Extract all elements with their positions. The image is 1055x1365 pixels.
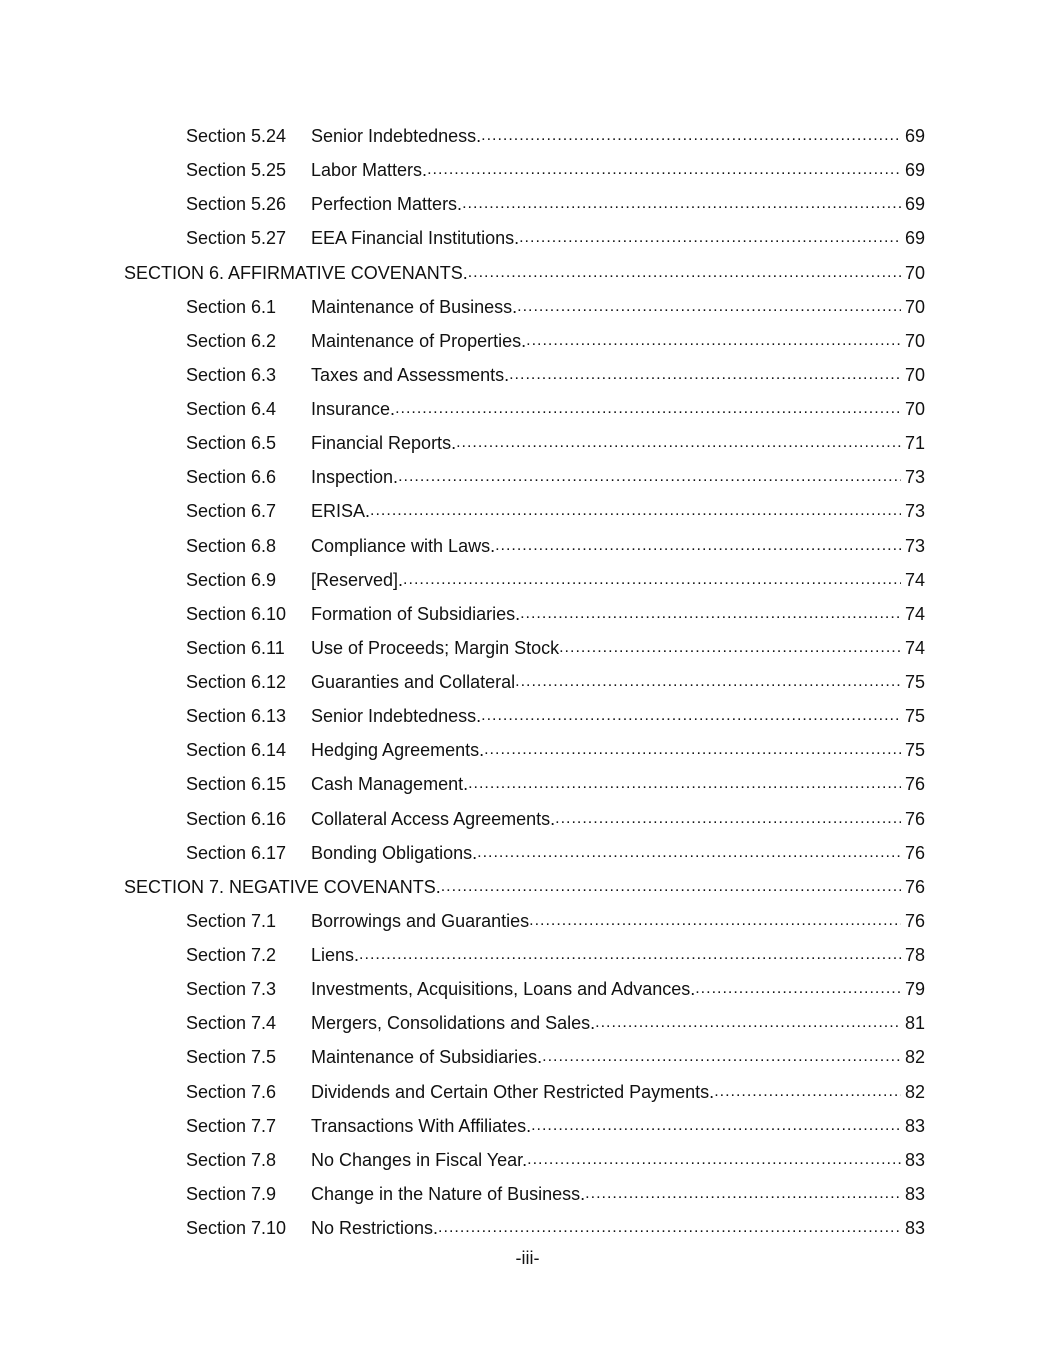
leader-dots <box>359 944 901 966</box>
toc-entry[interactable] <box>0 705 1055 727</box>
leader-dots <box>527 1149 901 1171</box>
page-ref: 82 <box>904 1081 925 1102</box>
toc-entry[interactable] <box>0 739 1055 761</box>
section-title: Taxes and Assessments. <box>311 364 510 385</box>
section-number: Section 6.5 <box>186 433 277 454</box>
page-ref: 83 <box>904 1183 925 1204</box>
section-number: Section 5.26 <box>186 194 287 215</box>
page-ref: 83 <box>904 1115 925 1136</box>
section-title: Labor Matters. <box>311 160 428 181</box>
toc-entry[interactable] <box>0 159 1055 181</box>
section-title: No Changes in Fiscal Year. <box>311 1149 528 1170</box>
page-ref: 78 <box>904 945 925 965</box>
leader-dots <box>559 637 901 659</box>
toc-entry[interactable] <box>0 910 1055 932</box>
toc-entry[interactable] <box>0 1115 1055 1137</box>
leader-dots <box>509 364 901 386</box>
section-title: Financial Reports. <box>311 433 457 454</box>
toc-entry[interactable] <box>0 1183 1055 1205</box>
section-number: Section 7.1 <box>186 910 277 931</box>
leader-dots <box>468 773 901 795</box>
section-number: Section 7.4 <box>186 1013 277 1034</box>
page-ref: 71 <box>904 433 925 454</box>
section-number: Section 6.11 <box>186 637 285 658</box>
toc-entry[interactable] <box>0 978 1055 1000</box>
section-number: Section 6.17 <box>186 842 287 863</box>
toc-entry[interactable] <box>0 398 1055 420</box>
section-number: Section 6.16 <box>186 808 287 829</box>
toc-entry[interactable] <box>0 500 1055 522</box>
page-ref: 76 <box>904 910 925 931</box>
section-title: Maintenance of Properties. <box>311 330 527 351</box>
section-number: Section 6.1 <box>186 296 277 317</box>
section-number: Section 7.6 <box>186 1081 277 1102</box>
leader-dots <box>427 159 901 181</box>
section-number: Section 6.9 <box>186 569 277 590</box>
leader-dots <box>484 739 901 761</box>
section-number: Section 6.15 <box>186 774 287 795</box>
section-title: Guaranties and Collateral <box>311 672 516 692</box>
section-title: Investments, Acquisitions, Loans and Advances. <box>311 979 696 1000</box>
leader-dots <box>585 1183 901 1205</box>
section-number: Section 7.5 <box>186 1047 277 1068</box>
section-number: Section 6.8 <box>186 535 277 556</box>
section-title: SECTION 7. NEGATIVE COVENANTS. <box>124 876 441 897</box>
page-number: -iii- <box>515 1248 540 1268</box>
toc-entry[interactable] <box>0 944 1055 966</box>
section-number: Section 6.7 <box>186 501 277 522</box>
leader-dots <box>477 842 901 864</box>
section-number: Section 6.13 <box>186 706 287 727</box>
section-title: Maintenance of Subsidiaries. <box>311 1047 543 1068</box>
toc-entry[interactable] <box>0 466 1055 488</box>
page-ref: 75 <box>904 706 925 727</box>
page-ref: 76 <box>904 876 925 897</box>
toc-entry[interactable] <box>0 637 1055 659</box>
leader-dots <box>456 432 901 454</box>
leader-dots <box>526 330 901 352</box>
section-number: Section 7.9 <box>186 1183 277 1204</box>
section-title: No Restrictions. <box>311 1218 439 1238</box>
leader-dots <box>595 1012 901 1034</box>
section-number: Section 5.24 <box>186 126 287 146</box>
page-ref: 75 <box>904 672 925 692</box>
leader-dots <box>555 808 901 830</box>
section-title: Dividends and Certain Other Restricted Payments. <box>311 1081 715 1102</box>
section-title: Liens. <box>311 945 360 965</box>
section-title: Senior Indebtedness. <box>311 126 482 146</box>
page-ref: 76 <box>904 842 925 863</box>
section-number: Section 7.7 <box>186 1115 277 1136</box>
section-title: Insurance. <box>311 399 396 419</box>
page-ref: 70 <box>904 399 925 419</box>
page-ref: 69 <box>904 160 925 181</box>
toc-entry[interactable] <box>0 842 1055 864</box>
toc-article-heading[interactable] <box>0 876 1055 898</box>
toc-entry[interactable] <box>0 227 1055 249</box>
page-ref: 70 <box>904 364 925 385</box>
page-ref: 81 <box>904 1013 925 1034</box>
toc-entry[interactable] <box>0 364 1055 386</box>
page-ref: 74 <box>904 603 925 624</box>
leader-dots <box>481 125 901 147</box>
leader-dots <box>438 1217 901 1239</box>
section-number: Section 5.27 <box>186 228 287 249</box>
leader-dots <box>515 671 901 693</box>
section-title: Use of Proceeds; Margin Stock <box>311 637 560 658</box>
leader-dots <box>468 262 901 284</box>
page-ref: 74 <box>904 569 925 590</box>
section-title: Inspection. <box>311 467 399 488</box>
page-ref: 76 <box>904 774 925 795</box>
toc-article-heading[interactable] <box>0 262 1055 284</box>
page-ref: 73 <box>904 535 925 556</box>
page-ref: 73 <box>904 467 925 488</box>
toc-entry[interactable] <box>0 125 1055 147</box>
leader-dots <box>531 1115 901 1137</box>
section-title: Cash Management. <box>311 774 469 795</box>
leader-dots <box>462 193 901 215</box>
section-title: [Reserved]. <box>311 569 404 590</box>
page-ref: 69 <box>904 228 925 249</box>
section-title: ERISA. <box>311 501 371 522</box>
section-number: Section 7.10 <box>186 1218 287 1238</box>
section-number: Section 6.14 <box>186 740 287 761</box>
section-title: Compliance with Laws. <box>311 535 496 556</box>
section-title: Change in the Nature of Business. <box>311 1183 586 1204</box>
leader-dots <box>529 910 901 932</box>
leader-dots <box>395 398 901 420</box>
leader-dots <box>542 1046 901 1068</box>
section-number: Section 6.12 <box>186 672 287 692</box>
section-title: Perfection Matters. <box>311 194 463 215</box>
section-title: Borrowings and Guaranties <box>311 910 530 931</box>
section-title: Bonding Obligations. <box>311 842 478 863</box>
page-ref: 73 <box>904 501 925 522</box>
page-ref: 70 <box>904 330 925 351</box>
toc-entry[interactable] <box>0 671 1055 693</box>
section-number: Section 6.4 <box>186 399 277 419</box>
section-title: SECTION 6. AFFIRMATIVE COVENANTS. <box>124 262 468 283</box>
section-number: Section 7.8 <box>186 1149 277 1170</box>
leader-dots <box>481 705 901 727</box>
leader-dots <box>403 569 901 591</box>
leader-dots <box>495 535 901 557</box>
section-number: Section 6.6 <box>186 467 277 488</box>
leader-dots <box>398 466 901 488</box>
section-title: Formation of Subsidiaries. <box>311 603 521 624</box>
page-ref: 69 <box>904 126 925 146</box>
section-number: Section 6.10 <box>186 603 287 624</box>
toc-entry[interactable] <box>0 773 1055 795</box>
leader-dots <box>695 978 901 1000</box>
section-title: Mergers, Consolidations and Sales. <box>311 1013 596 1034</box>
toc-entry[interactable] <box>0 1149 1055 1171</box>
section-title: Hedging Agreements. <box>311 740 485 761</box>
leader-dots <box>370 500 901 522</box>
section-title: Maintenance of Business. <box>311 296 518 317</box>
toc-entry[interactable] <box>0 535 1055 557</box>
section-title: EEA Financial Institutions. <box>311 228 520 249</box>
toc-entry[interactable] <box>0 1217 1055 1239</box>
page-ref: 82 <box>904 1047 925 1068</box>
page-ref: 83 <box>904 1149 925 1170</box>
toc-entry[interactable] <box>0 1081 1055 1103</box>
toc-entry[interactable] <box>0 603 1055 625</box>
toc-entry[interactable] <box>0 569 1055 591</box>
leader-dots <box>520 603 901 625</box>
page-ref: 69 <box>904 194 925 215</box>
page-ref: 76 <box>904 808 925 829</box>
page-ref: 83 <box>904 1218 925 1238</box>
toc-entry[interactable] <box>0 1046 1055 1068</box>
section-title: Senior Indebtedness. <box>311 706 482 727</box>
toc-entry[interactable] <box>0 296 1055 318</box>
leader-dots <box>517 296 901 318</box>
toc-entry[interactable] <box>0 193 1055 215</box>
toc-entry[interactable] <box>0 808 1055 830</box>
toc-entry[interactable] <box>0 330 1055 352</box>
section-title: Transactions With Affiliates. <box>311 1115 532 1136</box>
section-title: Collateral Access Agreements. <box>311 808 556 829</box>
toc-entry[interactable] <box>0 432 1055 454</box>
section-number: Section 6.3 <box>186 364 277 385</box>
page-ref: 74 <box>904 637 925 658</box>
leader-dots <box>441 876 901 898</box>
page-ref: 70 <box>904 296 925 317</box>
section-number: Section 5.25 <box>186 160 287 181</box>
toc-entry[interactable] <box>0 1012 1055 1034</box>
section-number: Section 7.3 <box>186 979 277 1000</box>
leader-dots <box>714 1081 901 1103</box>
section-number: Section 7.2 <box>186 945 277 965</box>
page-ref: 79 <box>904 979 925 1000</box>
page-ref: 70 <box>904 262 925 283</box>
section-number: Section 6.2 <box>186 330 277 351</box>
leader-dots <box>519 227 901 249</box>
page-ref: 75 <box>904 740 925 761</box>
